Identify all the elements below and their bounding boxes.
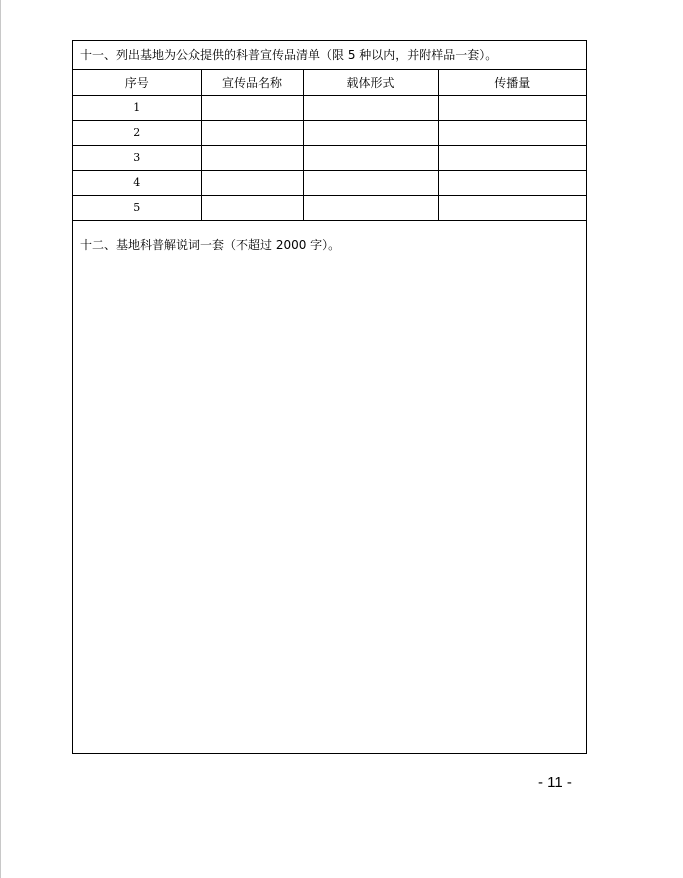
- column-header-item-name: 宣传品名称: [201, 70, 303, 95]
- reach-cell[interactable]: [438, 195, 586, 220]
- section-12-area[interactable]: [73, 230, 586, 753]
- table-row: [73, 170, 586, 195]
- format-cell[interactable]: [303, 145, 438, 170]
- promotional-items-table: [73, 70, 586, 221]
- item-name-cell[interactable]: [201, 170, 303, 195]
- row-index: 4: [73, 170, 201, 195]
- format-cell[interactable]: [303, 170, 438, 195]
- item-name-cell[interactable]: [201, 95, 303, 120]
- reach-cell[interactable]: [438, 145, 586, 170]
- row-index: 2: [73, 120, 201, 145]
- section-11-heading: 十一、列出基地为公众提供的科普宣传品清单（限 5 种以内，并附样品一套）。: [73, 41, 586, 70]
- table-row: [73, 195, 586, 220]
- format-cell[interactable]: [303, 120, 438, 145]
- item-name-cell[interactable]: [201, 195, 303, 220]
- row-index: 3: [73, 145, 201, 170]
- table-row: [73, 145, 586, 170]
- row-index: 1: [73, 95, 201, 120]
- form-page: [72, 40, 587, 754]
- table-row: [73, 120, 586, 145]
- row-index: 5: [73, 195, 201, 220]
- reach-cell[interactable]: [438, 95, 586, 120]
- reach-cell[interactable]: [438, 120, 586, 145]
- item-name-cell[interactable]: [201, 120, 303, 145]
- reach-cell[interactable]: [438, 170, 586, 195]
- item-name-cell[interactable]: [201, 145, 303, 170]
- column-header-format: 载体形式: [303, 70, 438, 95]
- table-row: [73, 95, 586, 120]
- column-header-index: 序号: [73, 70, 201, 95]
- section-12-heading: 十二、基地科普解说词一套（不超过 2000 字）。: [80, 238, 341, 252]
- column-header-reach: 传播量: [438, 70, 586, 95]
- page-edge-shadow: [0, 0, 1, 878]
- page-number: - 11 -: [538, 774, 572, 791]
- table-header-row: [73, 70, 586, 95]
- format-cell[interactable]: [303, 195, 438, 220]
- format-cell[interactable]: [303, 95, 438, 120]
